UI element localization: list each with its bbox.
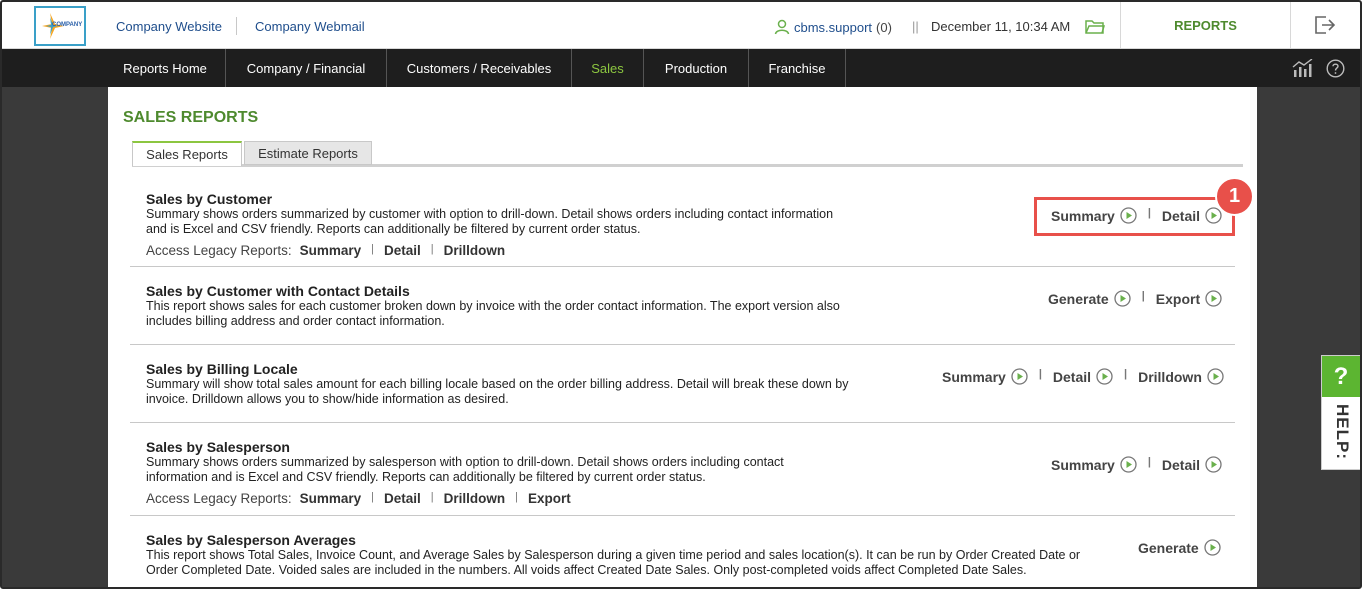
- legacy-reports: [146, 243, 505, 258]
- generate-button[interactable]: [1138, 539, 1221, 556]
- divider: |: [1141, 289, 1145, 302]
- divider: |: [1147, 455, 1151, 468]
- report-actions: [1051, 456, 1222, 473]
- logo-mark: [40, 11, 83, 41]
- nav-production[interactable]: Production: [644, 49, 749, 87]
- play-icon: [1207, 368, 1224, 385]
- drilldown-label: Drilldown: [1138, 368, 1202, 385]
- detail-label: Detail: [1161, 207, 1201, 224]
- nav-sales[interactable]: Sales: [572, 49, 644, 87]
- detail-label: Detail: [1161, 456, 1201, 473]
- analytics-icon[interactable]: [1292, 59, 1314, 77]
- separator: ||: [912, 19, 919, 34]
- divider: |: [1124, 367, 1128, 380]
- content-panel: [108, 87, 1257, 589]
- report-tabs: [132, 141, 1243, 167]
- page-title: SALES REPORTS: [123, 109, 259, 126]
- export-button[interactable]: [1156, 290, 1222, 307]
- report-description-line: This report shows Total Sales, Invoice Count, and Average Sales by Salesperson during a given time period and sales location(s). It can be run by Order Created Date or: [146, 548, 1081, 562]
- report-sales-by-salesperson-averages: [130, 516, 1235, 589]
- play-icon: [1096, 368, 1113, 385]
- divider: |: [430, 490, 434, 503]
- company-logo[interactable]: [34, 6, 86, 46]
- nav-company-financial[interactable]: Company / Financial: [226, 49, 387, 87]
- top-bar: [2, 2, 1360, 49]
- play-icon: [1204, 539, 1221, 556]
- help-tab[interactable]: [1321, 355, 1360, 470]
- detail-button[interactable]: [1162, 456, 1222, 473]
- report-description-line: information and is Excel and CSV friendly. Reports can additionally be filtered by current order status.: [146, 470, 706, 484]
- legacy-reports: [146, 491, 571, 506]
- logo-text: COMPANY: [52, 22, 83, 28]
- report-description-line: invoice. Drilldown allows you to show/hide information as desired.: [146, 392, 509, 406]
- generate-label: Generate: [1138, 539, 1199, 556]
- company-website-link[interactable]: Company Website: [116, 19, 222, 34]
- user-icon: [774, 19, 790, 35]
- legacy-summary-link[interactable]: Summary: [299, 491, 362, 506]
- detail-button[interactable]: [1053, 368, 1113, 385]
- folder-icon[interactable]: [1085, 18, 1105, 35]
- tab-sales-reports[interactable]: Sales Reports: [132, 141, 242, 166]
- report-sales-by-customer-contact: [130, 267, 1235, 345]
- help-label: HELP:: [1333, 404, 1352, 460]
- help-circle-icon[interactable]: [1326, 59, 1345, 78]
- legacy-detail-link[interactable]: Detail: [383, 491, 421, 506]
- report-description-line: This report shows sales for each customer broken down by invoice with the order contact information. The export version also: [146, 299, 840, 313]
- play-icon: [1011, 368, 1028, 385]
- divider: |: [1147, 206, 1151, 219]
- export-label: Export: [1155, 290, 1201, 307]
- legacy-label: Access Legacy Reports:: [146, 243, 292, 258]
- reports-button[interactable]: REPORTS: [1120, 2, 1291, 49]
- report-description-line: Order Completed Date. Voided sales are included in the numbers. All voids affect Created Date Sales. Only post-completed voids affect Completed Date Sales.: [146, 563, 1027, 577]
- divider: |: [371, 490, 374, 503]
- detail-label: Detail: [1052, 368, 1092, 385]
- report-title: Sales by Salesperson Averages: [146, 532, 356, 548]
- divider: |: [1038, 367, 1042, 380]
- nav-reports-home[interactable]: Reports Home: [105, 49, 226, 87]
- summary-button[interactable]: [942, 368, 1028, 385]
- generate-label: Generate: [1048, 290, 1109, 307]
- legacy-drilldown-link[interactable]: Drilldown: [443, 491, 506, 506]
- report-title: Sales by Customer: [146, 191, 273, 207]
- legacy-drilldown-link[interactable]: Drilldown: [443, 243, 506, 258]
- legacy-label: Access Legacy Reports:: [146, 491, 292, 506]
- nav-customers-receivables[interactable]: Customers / Receivables: [387, 49, 572, 87]
- legacy-detail-link[interactable]: Detail: [383, 243, 421, 258]
- report-description-line: Summary shows orders summarized by customer with option to drill-down. Detail shows orders including contact information: [146, 207, 834, 221]
- legacy-export-link[interactable]: Export: [527, 491, 571, 506]
- help-question-icon: ?: [1322, 356, 1360, 397]
- report-actions: [942, 368, 1224, 385]
- divider: [236, 17, 237, 35]
- generate-button[interactable]: [1048, 290, 1131, 307]
- annotation-highlight-box: [1034, 197, 1235, 236]
- play-icon: [1205, 290, 1222, 307]
- main-nav: [2, 49, 1360, 87]
- summary-label: Summary: [1051, 207, 1115, 224]
- play-icon: [1205, 456, 1222, 473]
- report-description-line: and is Excel and CSV friendly. Reports can additionally be filtered by current order status.: [146, 222, 641, 236]
- legacy-summary-link[interactable]: Summary: [299, 243, 362, 258]
- play-icon: [1114, 290, 1131, 307]
- notification-count: (0): [876, 19, 892, 35]
- report-actions: [1048, 290, 1222, 307]
- nav-icons: [1292, 59, 1345, 78]
- summary-label: Summary: [942, 368, 1006, 385]
- datetime: December 11, 10:34 AM: [931, 19, 1071, 34]
- summary-label: Summary: [1051, 456, 1115, 473]
- annotation-badge: 1: [1215, 177, 1254, 216]
- summary-button[interactable]: [1051, 456, 1137, 473]
- report-actions: [1138, 539, 1221, 556]
- username[interactable]: cbms.support: [794, 19, 873, 35]
- report-title: Sales by Billing Locale: [146, 361, 298, 377]
- report-title: Sales by Customer with Contact Details: [146, 283, 410, 299]
- divider: |: [430, 242, 434, 255]
- nav-franchise[interactable]: Franchise: [749, 49, 846, 87]
- tab-estimate-reports[interactable]: Estimate Reports: [244, 141, 372, 165]
- user-info[interactable]: [774, 19, 892, 35]
- company-webmail-link[interactable]: Company Webmail: [255, 19, 365, 34]
- report-description-line: includes billing address and order contact information.: [146, 314, 445, 328]
- report-sales-by-salesperson: [130, 423, 1235, 516]
- divider: |: [371, 242, 374, 255]
- drilldown-button[interactable]: [1138, 368, 1224, 385]
- divider: |: [515, 490, 518, 503]
- report-description-line: Summary will show total sales amount for each billing locale based on the order billing address. Detail will break these down by: [146, 377, 849, 391]
- report-title: Sales by Salesperson: [146, 439, 290, 455]
- play-icon: [1120, 456, 1137, 473]
- report-sales-by-billing-locale: [130, 345, 1235, 423]
- report-description-line: Summary shows orders summarized by salesperson with option to drill-down. Detail shows orders including contact: [146, 455, 784, 469]
- logout-icon[interactable]: [1314, 16, 1336, 34]
